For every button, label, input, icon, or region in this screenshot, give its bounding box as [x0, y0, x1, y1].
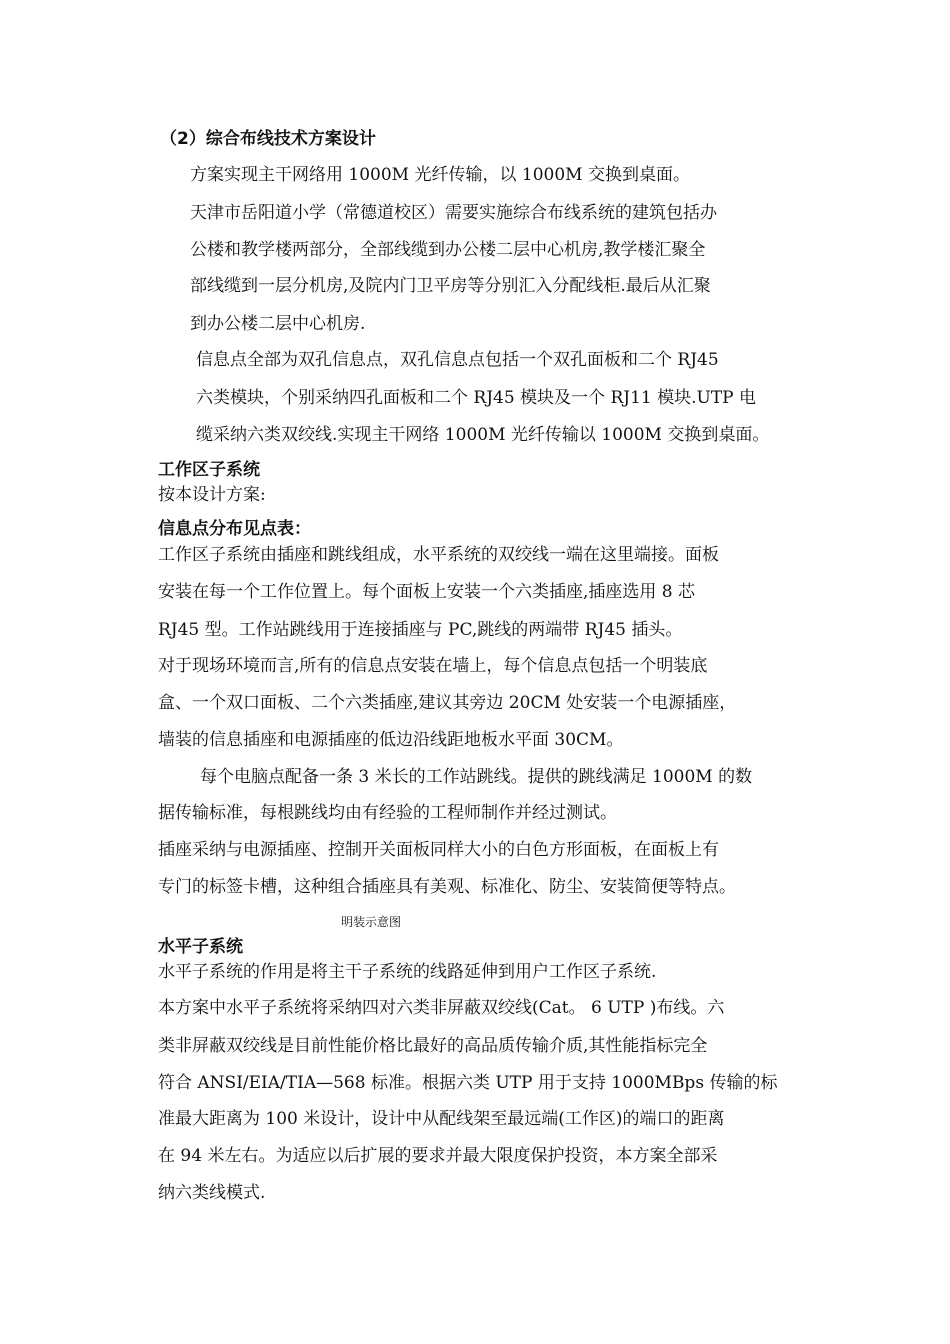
section-title: （2）综合布线技术方案设计: [160, 129, 376, 149]
horizontal-paragraph-1: 水平子系统的作用是将主干子系统的线路延伸到用户工作区子系统.: [158, 962, 657, 982]
work-area-heading: 工作区子系统: [158, 460, 260, 480]
work-area-plan-line: 按本设计方案:: [158, 485, 266, 505]
work-area-paragraph-1-line-3: RJ45 型。工作站跳线用于连接插座与 PC,跳线的两端带 RJ45 插头。: [158, 620, 683, 640]
work-area-paragraph-4-line-1: 插座采纳与电源插座、控制开关面板同样大小的白色方形面板，在面板上有: [158, 840, 719, 860]
intro-paragraph-2-line-4: 到办公楼二层中心机房.: [190, 314, 366, 334]
work-area-paragraph-3-line-1: 每个电脑点配备一条 3 米长的工作站跳线。提供的跳线满足 1000M 的数: [200, 767, 753, 787]
work-area-paragraph-3-line-2: 据传输标准，每根跳线均由有经验的工程师制作并经过测试。: [158, 803, 617, 823]
info-point-heading: 信息点分布见点表：: [158, 519, 311, 539]
horizontal-paragraph-2-line-6: 纳六类线模式.: [158, 1183, 266, 1203]
work-area-paragraph-2-line-1: 对于现场环境而言,所有的信息点安装在墙上，每个信息点包括一个明装底: [158, 656, 708, 676]
horizontal-paragraph-2-line-1: 本方案中水平子系统将采纳四对六类非屏蔽双绞线(Cat。 6 UTP )布线。六: [158, 998, 725, 1018]
work-area-paragraph-2-line-2: 盒、一个双口面板、二个六类插座,建议其旁边 20CM 处安装一个电源插座，: [158, 693, 737, 713]
intro-paragraph-3-line-1: 信息点全部为双孔信息点，双孔信息点包括一个双孔面板和二个 RJ45: [196, 350, 719, 370]
horizontal-paragraph-2-line-5: 在 94 米左右。为适应以后扩展的要求并最大限度保护投资，本方案全部采: [158, 1146, 718, 1166]
intro-paragraph-2-line-1: 天津市岳阳道小学（常德道校区）需要实施综合布线系统的建筑包括办: [190, 203, 717, 223]
intro-paragraph-1: 方案实现主干网络用 1000M 光纤传输，以 1000M 交换到桌面。: [190, 165, 690, 185]
intro-paragraph-3-line-3: 缆采纳六类双绞线.实现主干网络 1000M 光纤传输以 1000M 交换到桌面。: [196, 425, 770, 445]
intro-paragraph-3-line-2: 六类模块，个别采纳四孔面板和二个 RJ45 模块及一个 RJ11 模块.UTP 电: [196, 388, 757, 408]
horizontal-subsystem-heading: 水平子系统: [158, 937, 243, 957]
intro-paragraph-2-line-3: 部线缆到一层分机房,及院内门卫平房等分别汇入分配线柜.最后从汇聚: [190, 276, 711, 296]
horizontal-paragraph-2-line-3: 符合 ANSI/EIA/TIA—568 标准。根据六类 UTP 用于支持 1000MBps 传输的标: [158, 1073, 778, 1093]
intro-paragraph-2-line-2: 公楼和教学楼两部分，全部线缆到办公楼二层中心机房,教学楼汇聚全: [190, 240, 706, 260]
figure-caption: 明装示意图: [341, 915, 402, 929]
work-area-paragraph-2-line-3: 墙装的信息插座和电源插座的低边沿线距地板水平面 30CM。: [158, 730, 624, 750]
horizontal-paragraph-2-line-4: 准最大距离为 100 米设计，设计中从配线架至最远端(工作区)的端口的距离: [158, 1109, 725, 1129]
work-area-paragraph-1-line-2: 安装在每一个工作位置上。每个面板上安装一个六类插座,插座选用 8 芯: [158, 582, 696, 602]
horizontal-paragraph-2-line-2: 类非屏蔽双绞线是目前性能价格比最好的高品质传输介质,其性能指标完全: [158, 1036, 708, 1056]
work-area-paragraph-1-line-1: 工作区子系统由插座和跳线组成，水平系统的双绞线一端在这里端接。面板: [158, 545, 719, 565]
work-area-paragraph-4-line-2: 专门的标签卡槽，这种组合插座具有美观、标准化、防尘、安装简便等特点。: [158, 877, 736, 897]
